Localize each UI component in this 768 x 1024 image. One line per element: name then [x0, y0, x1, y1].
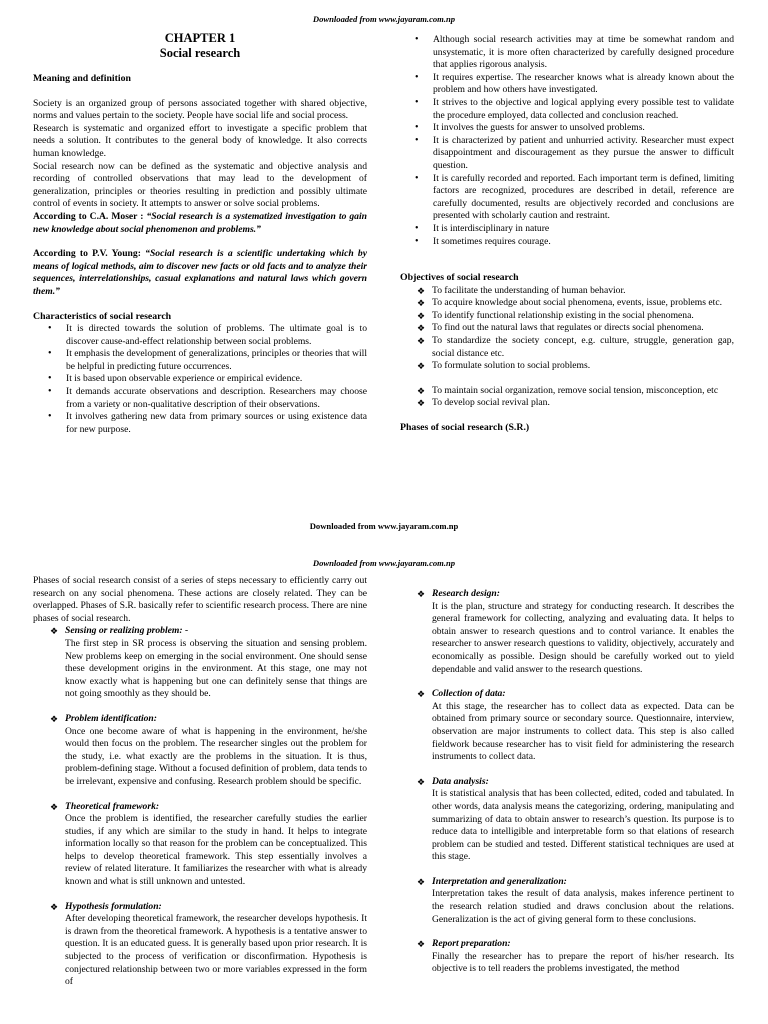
- phase-item: [33, 901, 367, 989]
- list-item: ❖ To find out the natural laws that regulates or directs social phenomena.: [417, 322, 704, 334]
- phase-text: Once one become aware of what is happening in the environment, he/she would then focus on the problem. The researcher singles out the problem for the study, i.e. what exactly are the problems in the situation. It is thus, problem-defining stage. Without a focused definition of problem, data tends to be irrelevant, expensive and confusing. Research problem should be specific.: [65, 725, 367, 787]
- chapter-number: CHAPTER 1: [164, 31, 236, 45]
- diamond-bullet-icon: ❖: [417, 298, 426, 309]
- list-item: ❖ To standardize the society concept, e.g. culture, struggle, generation gap, social distance etc.: [417, 335, 734, 359]
- download-footer: Downloaded from www.jayaram.com.np: [309, 521, 459, 531]
- diamond-bullet-icon: ❖: [417, 323, 426, 334]
- list-item: ❖ To acquire knowledge about social phenomena, events, issue, problems etc.: [417, 297, 722, 309]
- phase-title: Problem identification:: [65, 712, 157, 724]
- list-item: • It is characterized by patient and unhurried activity. Researcher must expect disappointment and discouragement as they pursue the answer to difficult question.: [400, 135, 734, 173]
- list-item: • It strives to the objective and logical applying every possible test to validate the procedure employed, data collected and conclusion reached.: [400, 97, 734, 122]
- moser-intro: According to C.A. Moser :: [33, 210, 147, 222]
- diamond-bullet-icon: ❖: [417, 385, 426, 396]
- diamond-bullet-icon: ❖: [50, 801, 59, 812]
- phase-text: Interpretation takes the result of data analysis, makes inference pertinent to the research relation studied and draws conclusion about the relations. Generalization is the act of giving general form to these conclusions.: [432, 888, 734, 925]
- diamond-bullet-icon: ❖: [417, 285, 426, 296]
- page1-right-column: [400, 34, 734, 435]
- download-header-page2: Downloaded from www.jayaram.com.np: [312, 558, 456, 568]
- young-definition: [33, 248, 367, 298]
- paragraph-research: Research is systematic and organized effort to investigate a specific problem that needs a solution. It contributes to the general body of knowledge. It also corrects human knowledge.: [33, 122, 367, 159]
- phase-item: [33, 801, 367, 889]
- phase-title: Interpretation and generalization:: [432, 875, 567, 887]
- list-item: ❖ To facilitate the understanding of human behavior.: [417, 284, 626, 296]
- moser-quote: “Social research is a systematized investigation to gain new knowledge about social phenomenon and problems.”: [33, 210, 367, 235]
- diamond-bullet-icon: ❖: [417, 589, 426, 599]
- paragraph-social-research: Social research now can be defined as the systematic and objective analysis and recording of controlled observations that may lead to the development of generalization, principles or theories resulting in prediction and possibly ultimate control of events in society. It attempts to answer or solve social problems.: [33, 160, 367, 210]
- list-item: ❖ To develop social revival plan.: [417, 397, 550, 409]
- phase-item: [400, 588, 734, 676]
- phases-intro: Phases of social research consist of a series of steps necessary to efficiently carry out research on any social phenomena. These actions are closely related. They can be overlapped. Phases of S.R. basically refer to scientific research process. There are nine phases of social research.: [33, 575, 367, 624]
- diamond-bullet-icon: ❖: [417, 336, 426, 347]
- young-intro: According to P.V. Young:: [33, 248, 146, 260]
- meaning-heading: Meaning and definition: [33, 73, 131, 84]
- phase-text: Once the problem is identified, the researcher carefully studies the earlier studies, if any which are similar to the study in hand. It helps to integrate information locally so that reason for the problem can be conceptualized. This helps to develop theoretical framework. This step essentially involves a review of related literature. It familiarizes the researcher with what is already known and what is still unknown and untested.: [65, 813, 367, 888]
- list-item: ❖ To identify functional relationship existing in the social phenomena.: [417, 309, 694, 321]
- phase-text: It is statistical analysis that has been collected, edited, coded and tabulated. In other words, data analysis means the categorizing, ordering, manipulating and summarizing of data to obtain answer to research’s question. Its purpose is to reduce data to intelligible and interpretable form so that elations of research problem can be studied and tested. Different statistical techniques are used at this stage.: [432, 788, 734, 863]
- list-item: • Although social research activities may at time be somewhat random and unsystematic, it is more often characterized by carefully designed procedure that applies rigorous analysis.: [400, 34, 734, 72]
- diamond-bullet-icon: ❖: [50, 713, 59, 724]
- phase-item: [400, 876, 734, 926]
- list-item: • It is directed towards the solution of problems. The ultimate goal is to discover cause-and-effect relationship between social problems.: [33, 323, 367, 348]
- moser-definition: [33, 211, 367, 236]
- phase-text: At this stage, the researcher has to collect data as expected. Data can be obtained from primary source or secondary source. Questionnaire, interview, observation are major instruments to collect data. This step is also called fieldwork because researcher has to visit field for administering the research instruments to collect data.: [432, 700, 734, 763]
- phase-item: [400, 776, 734, 864]
- list-item: • It involves the guests for answer to unsolved problems.: [400, 122, 734, 135]
- list-item: • It involves gathering new data from primary sources or using existence data for new purpose.: [33, 411, 367, 436]
- phase-title: Theoretical framework:: [65, 800, 160, 812]
- list-item: ❖ To maintain social organization, remove social tension, misconception, etc: [417, 384, 719, 396]
- phase-text: It is the plan, structure and strategy for conducting research. It describes the general framework for collecting, analyzing and evaluating data. It helps to obtain answer to research questions and to control variance. It enables the researcher to answer research questions to validity, objectively, accurately and economically as possible. Design should be carefully worked out to yield dependable and valid answer to the research questions.: [432, 600, 734, 675]
- diamond-bullet-icon: ❖: [417, 689, 426, 700]
- phase-text: Finally the researcher has to prepare the report of his/her research. Its objective is to tell readers the problems investigated, the method: [432, 950, 734, 975]
- phase-title: Collection of data:: [432, 688, 506, 700]
- chapter-title: Social research: [159, 46, 241, 60]
- list-item: • It demands accurate observations and description. Researchers may choose from a variety or non-qualitative description of their observations.: [33, 386, 367, 411]
- diamond-bullet-icon: ❖: [417, 776, 426, 787]
- list-item: • It is carefully recorded and reported. Each important term is defined, limiting factors are recognized, procedures are described in detail, reference are carefully documented, results are objectively recorded and conclusions are presented with scholarly caution and restraint.: [400, 173, 734, 223]
- list-item: • It is based upon observable experience or empirical evidence.: [33, 373, 367, 386]
- diamond-bullet-icon: ❖: [417, 310, 426, 321]
- diamond-bullet-icon: ❖: [50, 626, 59, 637]
- list-item: • It is interdisciplinary in nature: [400, 223, 734, 236]
- phase-title: Hypothesis formulation:: [65, 900, 162, 912]
- phase-item: [33, 713, 367, 789]
- page1-left-column: [33, 31, 367, 436]
- objectives-list: [400, 285, 734, 373]
- list-item: ❖ To formulate solution to social problems.: [417, 360, 591, 372]
- phase-item: [400, 938, 734, 976]
- diamond-bullet-icon: ❖: [417, 398, 426, 409]
- phase-item: [400, 688, 734, 764]
- characteristics-list-right: [400, 34, 734, 248]
- characteristics-list-left: [33, 323, 367, 436]
- diamond-bullet-icon: ❖: [50, 901, 59, 912]
- list-item: • It sometimes requires courage.: [400, 236, 734, 249]
- download-header: Downloaded from www.jayaram.com.np: [312, 14, 456, 24]
- phase-item: [33, 625, 367, 701]
- phase-title: Data analysis:: [432, 775, 489, 787]
- diamond-bullet-icon: ❖: [417, 939, 426, 950]
- diamond-bullet-icon: ❖: [417, 361, 426, 372]
- objectives-list-continued: [400, 385, 734, 410]
- phase-text: After developing theoretical framework, the researcher develops hypothesis. It is drawn from the theoretical framework. A hypothesis is a tentative answer to question. It is an educated guess. It is generally based upon prior research. It is subjected to the process of verification or disconfirmation. Hypothesis is conjectured relationship between two or more variables expressed in the form of: [65, 913, 367, 988]
- young-quote: “Social research is a scientific undertaking which by means of logical methods, aim to discover new facts or old facts and to analyze their sequences, interrelationships, casual explanations and natural laws which govern them.”: [33, 248, 367, 297]
- list-item: • It emphasis the development of generalizations, principles or theories that will be helpful in predicting future occurrences.: [33, 348, 367, 373]
- objectives-heading: Objectives of social research: [400, 272, 519, 284]
- characteristics-heading: Characteristics of social research: [33, 310, 172, 322]
- phase-title: Research design:: [432, 588, 500, 599]
- page2-left-column: [33, 575, 367, 989]
- phase-title: Sensing or realizing problem: -: [65, 625, 189, 637]
- phase-text: The first step in SR process is observing the situation and sensing problem. New problems keep on emerging in the social environment. One should sense these development origins in the environment. At this stage, one may not know exactly what is happening but one can definitely sense that things are not going smoothly as they should be.: [65, 637, 367, 700]
- phase-title: Report preparation:: [432, 938, 511, 950]
- paragraph-society: Society is an organized group of persons associated together with shared objective, norms and values pertain to the society. People have social life and social process.: [33, 97, 367, 122]
- page2-right-column: [400, 588, 734, 976]
- list-item: • It requires expertise. The researcher knows what is already known about the problem and how others have investigated.: [400, 72, 734, 97]
- diamond-bullet-icon: ❖: [417, 876, 426, 887]
- phases-heading: Phases of social research (S.R.): [400, 422, 530, 434]
